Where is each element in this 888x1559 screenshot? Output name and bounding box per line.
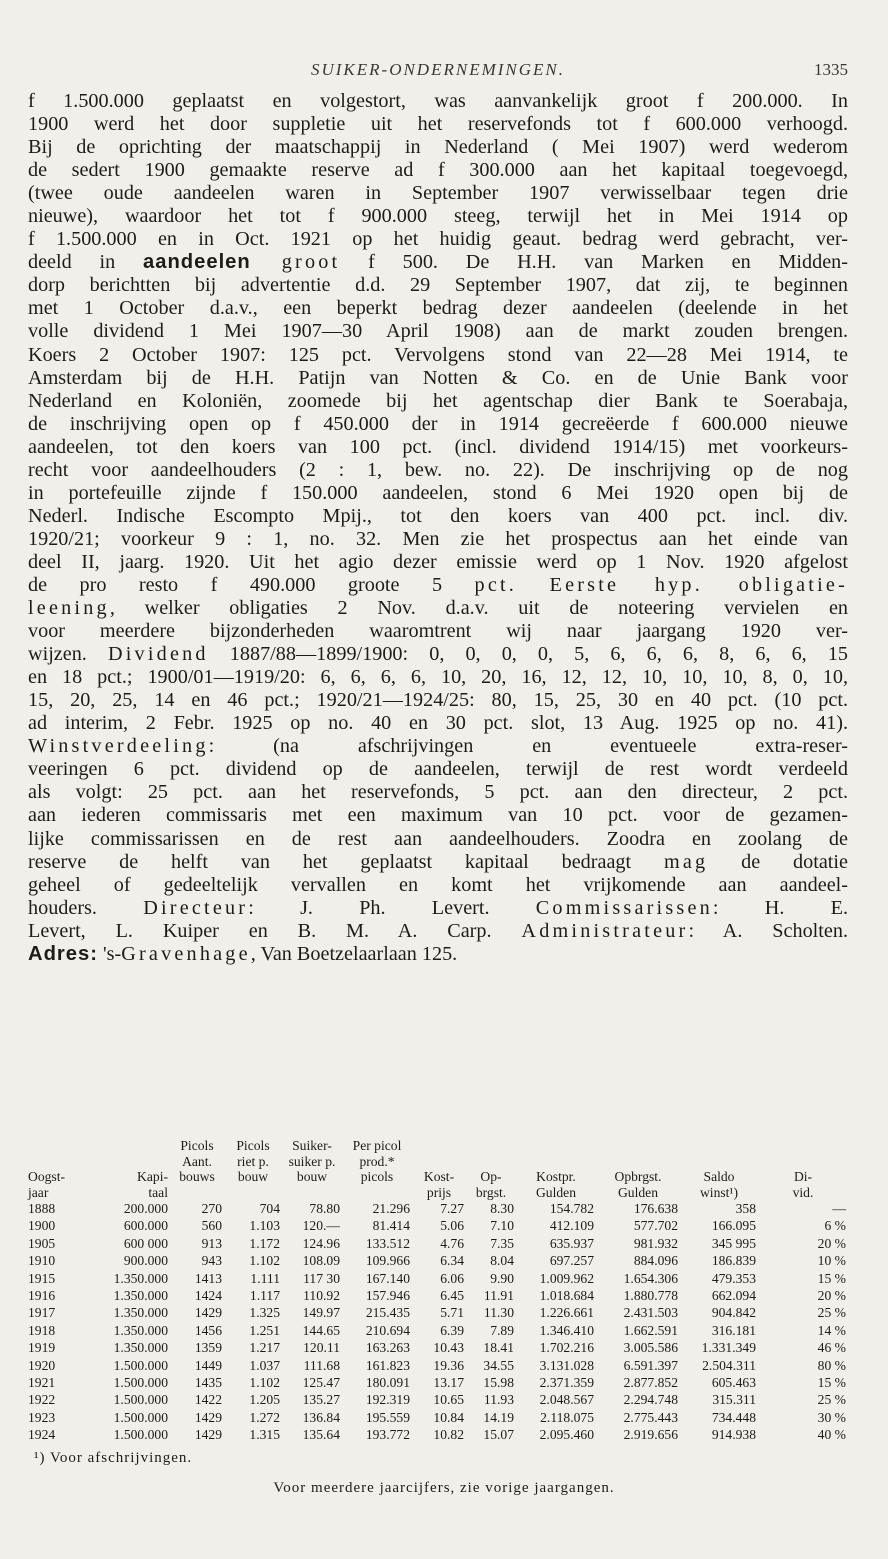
table-header-cell: Suiker- [292, 1138, 332, 1153]
table-header-cell: Oogst- [28, 1169, 66, 1184]
table-cell: 135.27 [302, 1392, 340, 1408]
table-cell: 1.662.591 [623, 1322, 678, 1338]
table-cell: 20 % [817, 1288, 846, 1304]
table-cell: 117 30 [303, 1270, 340, 1286]
table-cell: 109.966 [365, 1253, 410, 1269]
article-body [28, 90, 848, 966]
table-cell: 176.638 [633, 1201, 678, 1216]
table-cell: 1.251 [249, 1322, 280, 1338]
footer-note: Voor meerdere jaarcijfers, zie vorige jaargangen. [273, 1480, 615, 1496]
table-cell: 1.037 [249, 1357, 280, 1373]
table-cell: 1918 [28, 1322, 56, 1338]
table-cell: 136.84 [302, 1409, 340, 1425]
table-cell: 18.41 [483, 1340, 514, 1356]
table-cell: 10.43 [433, 1340, 464, 1356]
table-cell: 1424 [194, 1288, 222, 1304]
table-cell: 884.096 [633, 1253, 678, 1269]
table-cell: 10 % [817, 1253, 846, 1269]
text-line: de inschrijving open op f 450.000 der in 1914 gecreëerde f 600.000 nieuwe [28, 412, 848, 435]
table-cell: 110.92 [303, 1288, 340, 1304]
table-cell: 111.68 [303, 1357, 340, 1373]
text-line: Nederland en Koloniën, zoomede bij het agentschap dier Bank te Soerabaja, [28, 389, 848, 412]
table-cell: 1924 [28, 1427, 56, 1443]
table-cell: 1.226.661 [539, 1305, 594, 1321]
table-header-cell [28, 1138, 80, 1154]
table-header-cell: jaar [28, 1184, 49, 1200]
table-header [28, 1138, 848, 1200]
table-cell: 2.919.656 [623, 1427, 678, 1443]
table-header-cell [80, 1154, 170, 1170]
table-cell: 163.263 [365, 1340, 410, 1356]
table-header-cell [516, 1154, 596, 1170]
table-cell: 943 [201, 1253, 222, 1269]
table-cell: 13.17 [433, 1375, 464, 1391]
table-cell: 635.937 [549, 1235, 594, 1251]
text-line: en 18 pct.; 1900/01—1919/20: 6, 6, 6, 6, 10, 20, 16, 12, 12, 10, 10, 10, 8, 0, 10, [28, 666, 848, 689]
table-cell: 8.04 [490, 1253, 514, 1269]
table-cell: 1920 [28, 1357, 56, 1373]
text-line: recht voor aandeelhouders (2 : 1, bew. no. 22). De inschrijving op de nog [28, 458, 848, 481]
running-title: SUIKER-ONDERNEMINGEN. [310, 60, 565, 79]
table-cell: 20 % [817, 1235, 846, 1251]
table-cell: 6.591.397 [623, 1357, 678, 1373]
table-header-cell [412, 1154, 466, 1170]
section-dividend: Dividend [107, 643, 209, 666]
table-header-cell: prod.* [359, 1153, 395, 1169]
text-line: lijke commissarissen en de rest aan aandeelhouders. Zoodra en zoolang de [28, 827, 848, 850]
table-row [28, 1357, 848, 1374]
table-cell: 80 % [817, 1357, 846, 1373]
table-cell: 900.000 [123, 1253, 168, 1269]
table-cell: 215.435 [365, 1305, 410, 1321]
table-cell: 8.30 [490, 1201, 514, 1216]
table-cell: 1915 [28, 1270, 56, 1286]
table-cell: 1.325 [249, 1305, 280, 1321]
section-administrateur: Administrateur [521, 919, 689, 942]
table-cell: 2.118.075 [540, 1409, 594, 1425]
text-line: als volgt: 25 pct. aan het reservefonds, 5 pct. aan den directeur, 2 pct. [28, 781, 848, 804]
table-header-cell: Op- [480, 1169, 502, 1184]
table-cell: 1.350.000 [113, 1305, 168, 1321]
table-cell: 1919 [28, 1340, 56, 1356]
text-line: reserve de helft van het geplaatst kapitaal bedraagt mag de dotatie [28, 850, 848, 873]
table-cell: 40 % [817, 1427, 846, 1443]
table-cell: 1.350.000 [113, 1288, 168, 1304]
table-cell: 9.90 [490, 1270, 514, 1286]
table-cell: 904.842 [711, 1305, 756, 1321]
text-line: deeld in aandeelen groot f 500. De H.H. van Marken en Midden- [28, 251, 848, 274]
table-cell: 10.65 [433, 1392, 464, 1408]
table-cell: 1.111 [250, 1270, 280, 1286]
text-line: leening, welker obligaties 2 Nov. d.a.v. uit de noteering vervielen en [28, 597, 848, 620]
text-line: volle dividend 1 Mei 1907—30 April 1908) aan de markt zouden brengen. [28, 320, 848, 343]
table-cell: 2.371.359 [539, 1375, 594, 1391]
table-cell: 315.311 [712, 1392, 756, 1408]
table-header-cell: winst¹) [699, 1184, 739, 1200]
text-line: 1900 werd het door suppletie uit het reservefonds tot f 600.000 verhoogd. [28, 113, 848, 136]
table-cell: 120.— [302, 1218, 340, 1234]
table-header-cell: Per picol [352, 1138, 402, 1153]
table-cell: 10.84 [433, 1409, 464, 1425]
table-header-cell: Picols [180, 1138, 214, 1153]
table-cell: 4.76 [440, 1235, 464, 1251]
table-row [28, 1339, 848, 1356]
table-cell: 3.131.028 [539, 1357, 594, 1373]
table-row [28, 1322, 848, 1339]
table-header-cell [596, 1138, 680, 1154]
table-cell: 5.71 [440, 1305, 464, 1321]
table-cell: 195.559 [365, 1409, 410, 1425]
table-cell: 1359 [194, 1340, 222, 1356]
table-cell: 734.448 [711, 1409, 756, 1425]
table-cell: 21.296 [372, 1201, 410, 1216]
table-cell: 11.30 [483, 1305, 514, 1321]
table-cell: 1456 [194, 1322, 222, 1338]
table-cell: 15 % [817, 1375, 846, 1391]
text-line: de pro resto f 490.000 groote 5 pct. Eerste hyp. obligatie- [28, 573, 849, 596]
table-cell: 14 % [817, 1322, 846, 1338]
text-line: Koers 2 October 1907: 125 pct. Vervolgens stond van 22—28 Mei 1914, te [28, 343, 848, 366]
table-cell: 1.880.778 [623, 1288, 678, 1304]
text-line: wijzen. Dividend 1887/88—1899/1900: 0, 0, 0, 0, 5, 6, 6, 6, 8, 6, 6, 15 [28, 643, 849, 666]
table-cell: 15.07 [483, 1427, 514, 1443]
table-cell: 316.181 [711, 1322, 756, 1338]
table-header-cell: Gulden [617, 1184, 659, 1200]
table-cell: 981.932 [633, 1235, 678, 1251]
table-header-cell [758, 1154, 848, 1170]
table-cell: 7.89 [490, 1322, 514, 1338]
table-cell: 1905 [28, 1235, 56, 1251]
table-header-cell [466, 1154, 516, 1170]
table-header-cell: bouw [237, 1169, 269, 1184]
table-cell: 1.315 [249, 1427, 280, 1443]
table-cell: 1413 [194, 1270, 222, 1286]
table-cell: 120.11 [303, 1340, 340, 1356]
page-number: 1335 [814, 60, 848, 79]
table-cell: 1429 [194, 1427, 222, 1443]
table-cell: 1.702.216 [539, 1340, 594, 1356]
text-line: (twee oude aandeelen waren in September 1907 verwisselbaar tegen drie [28, 182, 848, 205]
table-cell: 913 [201, 1235, 222, 1251]
table-header-cell [680, 1138, 758, 1154]
table-row [28, 1235, 848, 1252]
table-header-cell: bouw [296, 1169, 328, 1184]
table-cell: 6.34 [440, 1253, 464, 1269]
table-cell: 15.98 [483, 1375, 514, 1391]
table-cell: 1917 [28, 1305, 56, 1321]
table-cell: 1.102 [249, 1375, 280, 1391]
section-adres: Adres: [28, 942, 98, 965]
text-line: Levert, L. Kuiper en B. M. A. Carp. Administrateur: A. Scholten. [28, 919, 848, 942]
table-header-cell [170, 1185, 224, 1201]
text-line: Nederl. Indische Escompto Mpij., tot den koers van 400 pct. incl. div. [28, 504, 848, 527]
table-cell: 1922 [28, 1392, 56, 1408]
table-cell: 200.000 [123, 1201, 168, 1216]
table-cell: 11.93 [483, 1392, 514, 1408]
table-cell: 2.877.852 [623, 1375, 678, 1391]
section-commissarissen: Commissarissen [535, 896, 713, 919]
table-cell: 1.500.000 [113, 1375, 168, 1391]
table-cell: 180.091 [365, 1375, 410, 1391]
table-cell: 1.331.349 [701, 1340, 756, 1356]
table-cell: 149.97 [302, 1305, 340, 1321]
text-line: Adres: 's-Gravenhage, Van Boetzelaarlaan 125. [28, 942, 458, 965]
table-header-cell: brgst. [475, 1184, 507, 1200]
table-header-cell: vid. [792, 1184, 814, 1200]
table-header-cell: riet p. [237, 1153, 269, 1169]
table-cell: 125.47 [302, 1375, 340, 1391]
table-cell: 1.350.000 [113, 1340, 168, 1356]
table-cell: 1923 [28, 1409, 56, 1425]
table-cell: 157.946 [365, 1288, 410, 1304]
table-row [28, 1200, 848, 1217]
table-row [28, 1252, 848, 1269]
table-cell: 46 % [817, 1340, 846, 1356]
table-header-cell [224, 1185, 282, 1201]
table-cell: 167.140 [365, 1270, 410, 1286]
table-header-cell [596, 1154, 680, 1170]
text-line: 1920/21; voorkeur 9 : 1, no. 32. Men zie het prospectus aan het einde van [28, 527, 848, 550]
table-cell: 1921 [28, 1375, 56, 1391]
table-header-row [28, 1138, 848, 1154]
table-cell: 1.500.000 [113, 1427, 168, 1443]
table-cell: 1.217 [249, 1340, 280, 1356]
table-cell: 1.272 [249, 1409, 280, 1425]
table-header-cell: prijs [426, 1184, 452, 1200]
table-cell: 1.102 [249, 1253, 280, 1269]
text-line: de sedert 1900 gemaakte reserve ad f 300.000 aan het kapitaal toegevoegd, [28, 159, 848, 182]
table-cell: 479.353 [711, 1270, 756, 1286]
table-cell: 81.414 [372, 1218, 410, 1234]
table-cell: 1429 [194, 1409, 222, 1425]
table-header-cell: Gulden [535, 1184, 577, 1200]
table-cell: 577.702 [633, 1218, 678, 1234]
section-directeur: Directeur [143, 896, 249, 919]
text-line: dorp berichtten bij advertentie d.d. 29 September 1907, dat zij, te beginnen [28, 274, 848, 297]
table-cell: 5.06 [440, 1218, 464, 1234]
table-cell: 2.431.503 [623, 1305, 678, 1321]
footnote: ¹) Voor afschrijvingen. [34, 1450, 193, 1466]
text-line: deel II, jaarg. 1920. Uit het agio dezer emissie werd op 1 Nov. 1920 afgelost [28, 550, 848, 573]
section-aandeelen: aandeelen [143, 251, 251, 274]
table-cell: 1.346.410 [539, 1322, 594, 1338]
table-cell: 166.095 [711, 1218, 756, 1234]
table-header-row [28, 1154, 848, 1170]
table-row [28, 1287, 848, 1304]
table-cell: 14.19 [483, 1409, 514, 1425]
table-cell: 30 % [817, 1409, 846, 1425]
table-cell: 345 995 [711, 1235, 756, 1251]
table-cell: 133.512 [365, 1235, 410, 1251]
table-cell: 1435 [194, 1375, 222, 1391]
table-cell: 600.000 [123, 1218, 168, 1234]
table-cell: 1910 [28, 1253, 56, 1269]
text-line: nieuwe), waardoor het tot f 900.000 steeg, terwijl het in Mei 1914 op [28, 205, 848, 228]
table-header-cell: Di- [793, 1169, 813, 1184]
table-header-cell: suiker p. [288, 1153, 336, 1169]
table-header-row [28, 1185, 848, 1201]
table-row [28, 1270, 848, 1287]
table-header-cell [516, 1138, 596, 1154]
table-header-cell: Opbrgst. [614, 1169, 662, 1184]
table-cell: 1.205 [249, 1392, 280, 1408]
table-cell: 19.36 [433, 1357, 464, 1373]
table-cell: 358 [735, 1201, 756, 1216]
table-cell: 25 % [817, 1392, 846, 1408]
table-cell: 6.06 [440, 1270, 464, 1286]
table-cell: 1449 [194, 1357, 222, 1373]
table-cell: 154.782 [549, 1201, 594, 1216]
table-header-cell: bouws [179, 1169, 215, 1184]
table-cell: 1916 [28, 1288, 56, 1304]
table-cell: 1.172 [249, 1235, 280, 1251]
text-line: 15, 20, 25, 14 en 46 pct.; 1920/21—1924/25: 80, 15, 25, 30 en 40 pct. (10 pct. [28, 689, 848, 712]
table-cell: 1.500.000 [113, 1392, 168, 1408]
table-cell: 1.350.000 [113, 1322, 168, 1338]
table-header-cell: Kost- [423, 1169, 455, 1184]
text-line: in portefeuille zijnde f 150.000 aandeelen, stond 6 Mei 1920 open bij de [28, 481, 848, 504]
text-line: aan iederen commissaris met een maximum van 10 pct. voor de gezamen- [28, 804, 848, 827]
table-cell: 662.094 [711, 1288, 756, 1304]
table-header-cell [412, 1138, 466, 1154]
table-cell: 15 % [817, 1270, 846, 1286]
text-line: Winstverdeeling: (na afschrijvingen en eventueele extra-reser- [28, 735, 848, 758]
table-cell: 25 % [817, 1305, 846, 1321]
table-cell: 2.095.460 [539, 1427, 594, 1443]
text-line: f 1.500.000 geplaatst en volgestort, was aanvankelijk groot f 200.000. In [28, 90, 848, 112]
table-header-cell [80, 1138, 170, 1154]
table-cell: 1.500.000 [113, 1409, 168, 1425]
table-cell: 600 000 [123, 1235, 168, 1251]
table-cell: 1.350.000 [113, 1270, 168, 1286]
table-row [28, 1217, 848, 1234]
text-line: f 1.500.000 en in Oct. 1921 op het huidig geaut. bedrag werd gebracht, ver- [28, 228, 848, 251]
table-header-cell [282, 1185, 342, 1201]
table-cell: — [832, 1201, 846, 1216]
table-cell: 704 [259, 1201, 280, 1216]
table-row [28, 1409, 848, 1426]
table-header-cell [28, 1154, 80, 1170]
table-cell: 193.772 [365, 1427, 410, 1443]
table-cell: 7.27 [440, 1201, 464, 1216]
table-cell: 2.504.311 [702, 1357, 756, 1373]
table-cell: 1429 [194, 1305, 222, 1321]
table-cell: 412.109 [549, 1218, 594, 1234]
text-line: met 1 October d.a.v., een beperkt bedrag dezer aandeelen (deelende in het [28, 297, 848, 320]
text-line: geheel of gedeeltelijk vervallen en komt het vrijkomende aan aandeel- [28, 873, 848, 896]
table-header-cell: Picols [236, 1138, 270, 1153]
table-header-cell: Kostpr. [536, 1169, 576, 1184]
table-body [28, 1200, 848, 1444]
table-cell: 192.319 [365, 1392, 410, 1408]
table-row [28, 1426, 848, 1443]
running-head [28, 60, 848, 84]
table-cell: 1.018.684 [539, 1288, 594, 1304]
table-header-cell [342, 1185, 412, 1201]
table-header-cell [680, 1154, 758, 1170]
table-cell: 1888 [28, 1201, 56, 1216]
table-cell: 2.294.748 [623, 1392, 678, 1408]
table-cell: 1.103 [249, 1218, 280, 1234]
table-cell: 1422 [194, 1392, 222, 1408]
table-cell: 697.257 [549, 1253, 594, 1269]
text-line: Amsterdam bij de H.H. Patijn van Notten & Co. en de Unie Bank voor [28, 366, 848, 389]
table-cell: 1900 [28, 1218, 56, 1234]
section-winstverdeeling: Winstverdeeling [28, 735, 209, 758]
table-cell: 605.463 [711, 1375, 756, 1391]
table-row [28, 1391, 848, 1408]
table-row [28, 1374, 848, 1391]
table-cell: 270 [201, 1201, 222, 1216]
table-header-cell: picols [360, 1169, 394, 1184]
text-line: aandeelen, tot den koers van 100 pct. (incl. dividend 1914/15) met voorkeurs- [28, 435, 848, 458]
table-cell: 135.64 [302, 1427, 340, 1443]
table-header-cell: Aant. [182, 1153, 212, 1169]
table-cell: 2.048.567 [539, 1392, 594, 1408]
table-header-row [28, 1169, 848, 1185]
table-cell: 6.45 [440, 1288, 464, 1304]
table-cell: 34.55 [483, 1357, 514, 1373]
table-cell: 2.775.443 [623, 1409, 678, 1425]
table-row [28, 1304, 848, 1321]
table-cell: 210.694 [365, 1322, 410, 1338]
text-line: ad interim, 2 Febr. 1925 op no. 40 en 30 pct. slot, 13 Aug. 1925 op no. 41). [28, 712, 848, 735]
table-cell: 124.96 [302, 1235, 340, 1251]
table-header-cell: Kapi- [137, 1169, 168, 1184]
table-cell: 144.65 [302, 1322, 340, 1338]
table-header-cell: taal [148, 1184, 168, 1200]
table-cell: 78.80 [309, 1201, 340, 1216]
table-cell: 1.654.306 [623, 1270, 678, 1286]
table-cell: 3.005.586 [623, 1340, 678, 1356]
table-header-cell: Saldo [703, 1169, 735, 1184]
table-cell: 161.823 [365, 1357, 410, 1373]
table-cell: 7.35 [490, 1235, 514, 1251]
table-cell: 108.09 [302, 1253, 340, 1269]
table-cell: 7.10 [490, 1218, 514, 1234]
text-line: houders. Directeur: J. Ph. Levert. Commissarissen: H. E. [28, 896, 848, 919]
table-cell: 6.39 [440, 1322, 464, 1338]
table-header-cell [758, 1138, 848, 1154]
table-cell: 1.009.962 [539, 1270, 594, 1286]
table-cell: 1.117 [249, 1288, 280, 1304]
table-header-cell [466, 1138, 516, 1154]
text-line: veeringen 6 pct. dividend op de aandeelen, terwijl de rest wordt verdeeld [28, 758, 848, 781]
results-table [28, 1138, 848, 1444]
table-cell: 10.82 [433, 1427, 464, 1443]
table-cell: 11.91 [483, 1288, 514, 1304]
table-cell: 560 [201, 1218, 222, 1234]
text-line: voor meerdere bijzonderheden waaromtrent wij naar jaargang 1920 ver- [28, 620, 848, 643]
table-cell: 914.938 [711, 1427, 756, 1443]
table-cell: 1.500.000 [113, 1357, 168, 1373]
table-cell: 6 % [824, 1218, 846, 1234]
table-cell: 186.839 [711, 1253, 756, 1269]
text-line: Bij de oprichting der maatschappij in Nederland ( Mei 1907) werd wederom [28, 136, 848, 159]
